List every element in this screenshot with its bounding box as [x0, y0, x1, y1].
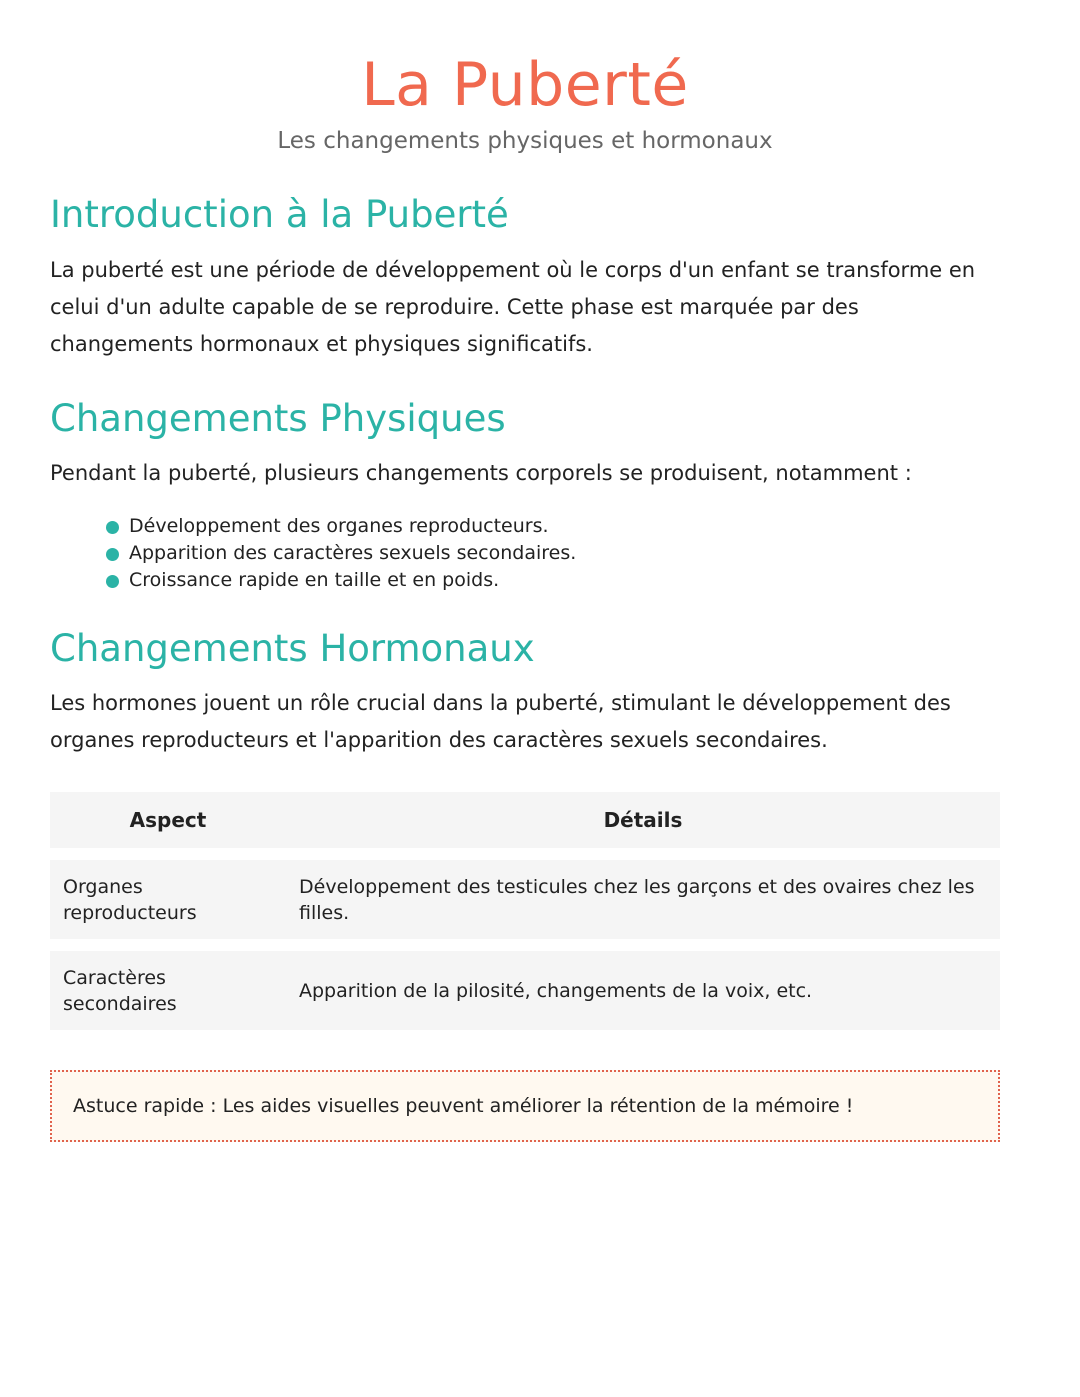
section-text-physical: Pendant la puberté, plusieurs changements corporels se produisent, notamment :	[50, 461, 912, 485]
physical-changes-list	[106, 513, 576, 594]
section-text-hormonal: Les hormones jouent un rôle crucial dans la puberté, stimulant le développement des organes reproducteurs et l'apparition des caractères sexuels secondaires.	[50, 691, 951, 752]
quick-tip-box	[50, 1070, 1000, 1142]
table-cell-details: Apparition de la pilosité, changements de la voix, etc.	[286, 951, 1000, 1030]
section-heading-introduction: Introduction à la Puberté	[50, 193, 509, 236]
quick-tip-text: Astuce rapide : Les aides visuelles peuvent améliorer la rétention de la mémoire !	[73, 1095, 854, 1117]
table-row	[50, 951, 1000, 1030]
table-header-details: Détails	[286, 792, 1000, 848]
table-header-aspect: Aspect	[50, 792, 286, 848]
page-subtitle: Les changements physiques et hormonaux	[277, 128, 773, 154]
list-item: Apparition des caractères sexuels secondaires.	[106, 540, 576, 567]
section-heading-hormonal: Changements Hormonaux	[50, 627, 535, 670]
table-cell-aspect: Organes reproducteurs	[50, 860, 286, 939]
table-header-row	[50, 792, 1000, 848]
list-item: Développement des organes reproducteurs.	[106, 513, 576, 540]
table-cell-details: Développement des testicules chez les garçons et des ovaires chez les filles.	[286, 860, 1000, 939]
section-text-introduction: La puberté est une période de développement où le corps d'un enfant se transforme en celui d'un adulte capable de se reproduire. Cette phase est marquée par des changements hormonaux et physiques significatifs.	[50, 258, 976, 356]
comparison-table	[50, 780, 1000, 1042]
page-title: La Puberté	[361, 50, 689, 120]
table-cell-aspect: Caractères secondaires	[50, 951, 286, 1030]
list-item: Croissance rapide en taille et en poids.	[106, 567, 576, 594]
section-heading-physical: Changements Physiques	[50, 397, 506, 440]
table-row	[50, 860, 1000, 939]
